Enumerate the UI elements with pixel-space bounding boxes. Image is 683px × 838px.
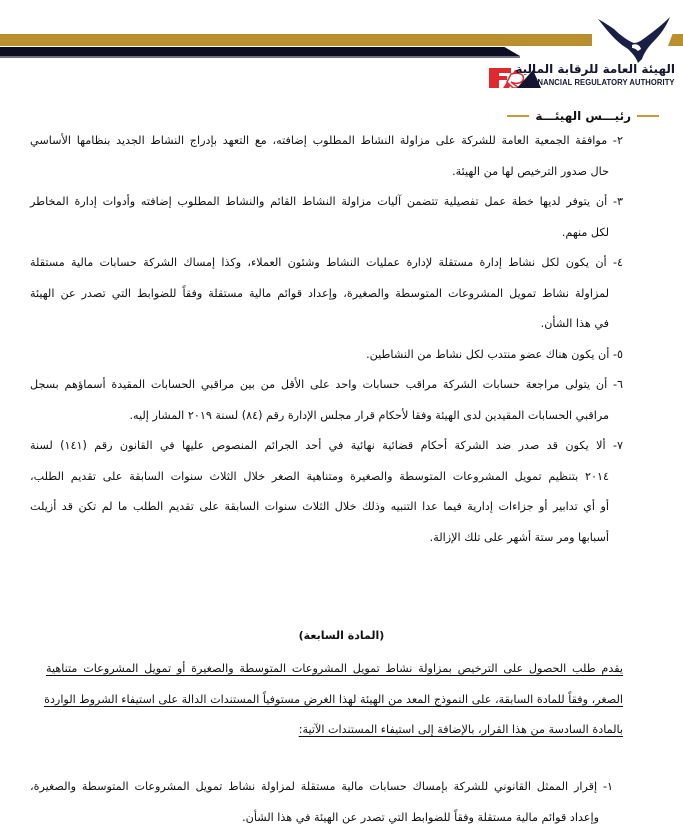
condition-item-5 xyxy=(30,340,623,371)
condition-line: لمزاولة نشاط تمويل المشروعات المتوسطة والصغيرة، وإعداد قوائم مالية مستقلة وفقاً للضوابط التي تصدر عن الهيئة xyxy=(30,286,609,300)
condition-item-2 xyxy=(30,126,623,187)
chairman-heading xyxy=(507,109,659,123)
chairman-label: رئيـــس الهيئـــة xyxy=(535,109,631,123)
conditions-list xyxy=(30,126,623,553)
requirement-line: وإعداد قوائم مالية مستقلة وفقاً للضوابط التي تصدر عن الهيئة في هذا الشأن. xyxy=(242,810,599,824)
eagle-logo-icon xyxy=(592,15,672,65)
condition-line: ٢٠١٤ بتنظيم تمويل المشروعات المتوسطة والصغيرة ومتناهية الصغر خلال الثلاث سنوات السابقة على تقديم الطلب، xyxy=(30,469,609,483)
article-title: (المادة السابعة) xyxy=(298,629,385,642)
requirement-item-1 xyxy=(30,772,613,833)
header-navy-underline xyxy=(0,56,520,58)
condition-line: ٢- موافقة الجمعية العامة للشركة على مزاولة النشاط المطلوب إضافته، مع التعهد بإدراج النشاط الجديد بنظامها الأساسي xyxy=(30,134,623,147)
article-line: بالمادة السادسة من هذا القرار، بالإضافة إلى استيفاء المستندات الآتية: xyxy=(298,723,623,736)
condition-line: ٧- ألا يكون قد صدر ضد الشركة أحكام قضائية نهائية في أحد الجرائم المنصوص عليها في القانون رقم (١٤١) لسنة xyxy=(30,439,623,452)
condition-item-7 xyxy=(30,431,623,553)
article-requirements-list xyxy=(30,772,613,833)
chairman-line-right xyxy=(637,115,659,117)
condition-line: لكل منهم. xyxy=(561,225,609,239)
header-navy-bar xyxy=(0,47,520,56)
condition-line: ٦- أن يتولى مراجعة حسابات الشركة مراقب حسابات واحد على الأقل من بين مراقبي الحسابات المقيدة أسماؤهم بسجل xyxy=(30,378,623,391)
condition-line: ٤- أن يكون لكل نشاط إدارة مستقلة لإدارة عمليات النشاط وشئون العملاء، وكذا إمساك الشركة حسابات مالية مستقلة xyxy=(30,256,623,269)
requirement-line: ١- إقرار الممثل القانوني للشركة بإمساك حسابات مالية مستقلة لمزاولة نشاط تمويل المشروعات المتوسطة والصغيرة، xyxy=(30,780,613,793)
condition-line: حال صدور الترخيص لها من الهيئة. xyxy=(452,164,609,178)
header-gold-bar xyxy=(0,34,592,46)
condition-item-4 xyxy=(30,248,623,340)
chairman-line-left xyxy=(507,115,529,117)
condition-line: أسبابها ومر ستة أشهر على تلك الإزالة. xyxy=(429,530,609,544)
condition-line: ٥- أن يكون هناك عضو منتدب لكل نشاط من النشاطين. xyxy=(366,347,623,361)
org-name-english: FINANCIAL REGULATORY AUTHORITY xyxy=(530,78,675,87)
condition-line: مراقبي الحسابات المقيدين لدى الهيئة وفقا لأحكام قرار مجلس الإدارة رقم (٨٤) لسنة ٢٠١٩ المشار إليه. xyxy=(129,408,609,422)
article-body xyxy=(46,654,623,746)
condition-line: ٣- أن يتوفر لديها خطة عمل تفصيلية تتضمن آليات مزاولة النشاط القائم والنشاط المطلوب إضافته وأدوات إدارة المخاطر xyxy=(30,195,623,208)
condition-item-3 xyxy=(30,187,623,248)
article-line: يقدم طلب الحصول على الترخيص بمزاولة نشاط تمويل المشروعات المتوسطة والصغيرة أو تمويل المشروعات متناهية xyxy=(46,662,623,675)
org-name-arabic: الهيئة العامة للرقابة المالية xyxy=(515,62,675,76)
condition-line: أو أي تدابير أو جزاءات إدارية فيما عدا التنبيه وذلك خلال الثلاث سنوات السابقة على تقديم الطلب ما لم تكن قد أزيلت xyxy=(30,500,609,513)
condition-item-6 xyxy=(30,370,623,431)
document-header xyxy=(0,0,683,100)
condition-line: في هذا الشأن. xyxy=(540,317,609,330)
article-line: الصغر، وفقاً للمادة السابقة، على النموذج المعد من الهيئة لهذا الغرض مستوفياً المستندات الدالة على استيفاء الشروط الواردة xyxy=(44,692,623,706)
